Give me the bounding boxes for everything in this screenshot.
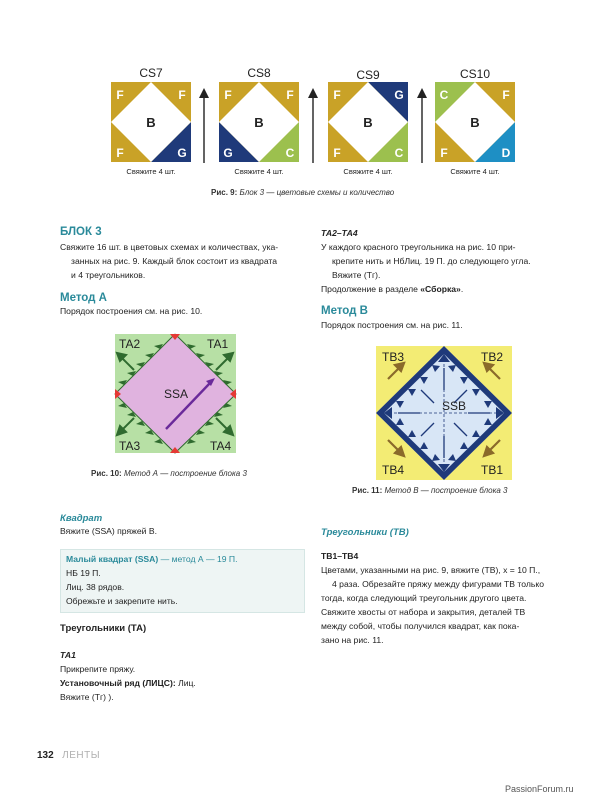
text-line: тогда, когда следующий треугольник другого цвета. bbox=[321, 593, 527, 603]
label-br: G bbox=[177, 146, 187, 160]
text-line: крепите нить и НбЛиц. 19 П. до следующего угла. bbox=[332, 256, 531, 266]
ta24-heading: ТА2–ТА4 bbox=[321, 228, 358, 238]
ta1-line-2 bbox=[60, 676, 305, 690]
block-cs8-diagram bbox=[219, 82, 299, 162]
block-title-cs10: CS10 bbox=[459, 67, 491, 81]
text-line: 4 раза. Обрезайте пряжу между фигурами ТВ только bbox=[332, 579, 544, 589]
ta1-setup-rest: Лиц. bbox=[175, 678, 196, 688]
continue-link: «Сборка» bbox=[420, 284, 461, 294]
caption-text: Блок 3 — цветовые схемы и количество bbox=[239, 188, 395, 197]
caption-label: Рис. 11: bbox=[352, 486, 383, 495]
block-cs10-diagram bbox=[435, 82, 515, 162]
label-bl: F bbox=[440, 146, 448, 160]
label-tr: G bbox=[394, 88, 404, 102]
continue-pre: Продолжение в разделе bbox=[321, 284, 421, 294]
figure-9-caption bbox=[211, 188, 394, 197]
label-ta4: TA4 bbox=[210, 439, 232, 453]
up-arrow-icon bbox=[415, 88, 429, 164]
text-line: и 4 треугольников. bbox=[71, 270, 146, 280]
box-title-main: Малый квадрат (SSA) bbox=[66, 554, 159, 564]
ta1-setup-label: Установочный ряд (ЛИЦС): bbox=[60, 678, 176, 688]
kvadrat-text: Вяжите (SSA) пряжей В. bbox=[60, 526, 157, 536]
label-tr: F bbox=[178, 88, 186, 102]
ta1-heading: ТА1 bbox=[60, 650, 76, 660]
caption-label: Рис. 10: bbox=[91, 469, 122, 478]
ta1-line-3: Вяжите (Тг) ). bbox=[60, 692, 114, 702]
label-center: B bbox=[254, 115, 264, 130]
triangles-tb-section bbox=[321, 526, 576, 647]
block-title-cs8: CS8 bbox=[247, 66, 271, 80]
right-column bbox=[321, 226, 571, 332]
caption-label: Рис. 9: bbox=[211, 188, 238, 197]
watermark: PassionForum.ru bbox=[505, 784, 574, 794]
label-tr: F bbox=[502, 88, 510, 102]
block-title-cs7: CS7 bbox=[139, 66, 163, 80]
text-line: Свяжите 16 шт. в цветовых схемах и количествах, ука- bbox=[60, 242, 279, 252]
block-note-cs9: Свяжите 4 шт. bbox=[343, 167, 393, 176]
kvadrat-heading: Квадрат bbox=[60, 513, 103, 524]
label-tl: F bbox=[116, 88, 124, 102]
label-br: C bbox=[394, 146, 404, 160]
label-tr: F bbox=[286, 88, 294, 102]
label-bl: F bbox=[333, 146, 341, 160]
label-bl: F bbox=[116, 146, 124, 160]
label-ta3: TA3 bbox=[119, 439, 141, 453]
block3-text bbox=[60, 240, 300, 282]
label-br: D bbox=[501, 146, 511, 160]
label-center: B bbox=[363, 115, 373, 130]
continue-post: . bbox=[460, 284, 464, 294]
triangles-ta-section bbox=[60, 622, 305, 704]
method-a-text: Порядок построения см. на рис. 10. bbox=[60, 306, 203, 316]
caption-text: Метод А — построение блока 3 bbox=[123, 469, 247, 478]
tb14-heading: ТВ1–ТВ4 bbox=[321, 551, 359, 561]
box-line-3: Обрежьте и закрепите нить. bbox=[66, 596, 178, 606]
label-tl: F bbox=[224, 88, 232, 102]
block-note-cs8: Свяжите 4 шт. bbox=[234, 167, 284, 176]
left-column bbox=[60, 226, 300, 318]
up-arrow-icon bbox=[306, 88, 320, 164]
box-line-2: Лиц. 38 рядов. bbox=[66, 582, 125, 592]
block-note-cs7: Свяжите 4 шт. bbox=[126, 167, 176, 176]
label-ssb: SSB bbox=[441, 399, 467, 413]
text-line: Свяжите хвосты от набора и закрытия, деталей ТВ bbox=[321, 607, 526, 617]
text-line: между собой, чтобы получился квадрат, как пока- bbox=[321, 621, 520, 631]
box-line-1: НБ 19 П. bbox=[66, 568, 101, 578]
label-tl: C bbox=[439, 88, 449, 102]
label-br: C bbox=[285, 146, 295, 160]
up-arrow-icon bbox=[197, 88, 211, 164]
method-a-heading: Метод А bbox=[60, 292, 107, 304]
triangles-ta-heading: Треугольники (ТА) bbox=[60, 623, 147, 634]
label-tb2: TB2 bbox=[481, 350, 504, 364]
text-line: Цветами, указанными на рис. 9, вяжите (ТВ), x = 10 П., bbox=[321, 565, 541, 575]
text-line: У каждого красного треугольника на рис. 10 при- bbox=[321, 242, 516, 252]
block-cs7-diagram bbox=[111, 82, 191, 162]
ta1-line-1: Прикрепите пряжу. bbox=[60, 664, 136, 674]
label-ta2: TA2 bbox=[119, 337, 141, 351]
figure-10-diagram bbox=[104, 328, 246, 460]
label-bl: G bbox=[223, 146, 233, 160]
block-note-cs10: Свяжите 4 шт. bbox=[450, 167, 500, 176]
box-title-rest: — метод А — 19 П. bbox=[158, 554, 238, 564]
page-footer bbox=[37, 745, 100, 763]
block-cs9-diagram bbox=[328, 82, 408, 162]
caption-text: Метод В — построение блока 3 bbox=[384, 486, 508, 495]
method-b-text: Порядок построения см. на рис. 11. bbox=[321, 320, 463, 330]
label-tb4: TB4 bbox=[382, 463, 405, 477]
label-tb1: TB1 bbox=[481, 463, 504, 477]
left-column-lower bbox=[60, 513, 305, 538]
label-center: B bbox=[470, 115, 480, 130]
text-line bbox=[321, 282, 571, 296]
page-number: 132 bbox=[37, 750, 54, 761]
figure-11-caption bbox=[352, 486, 507, 495]
label-center: B bbox=[146, 115, 156, 130]
box-title bbox=[66, 552, 304, 566]
label-tb3: TB3 bbox=[382, 350, 405, 364]
section-heading-block3: БЛОК 3 bbox=[60, 226, 102, 238]
label-ssa: SSA bbox=[163, 387, 189, 401]
figure-10-caption bbox=[91, 469, 247, 478]
info-box bbox=[60, 549, 305, 613]
text-line: Вяжите (Тг). bbox=[332, 270, 381, 280]
label-tl: F bbox=[333, 88, 341, 102]
method-b-heading: Метод В bbox=[321, 305, 368, 317]
figure-11-diagram bbox=[376, 346, 512, 480]
block-title-cs9: CS9 bbox=[356, 68, 380, 82]
label-ta1: TA1 bbox=[207, 337, 229, 351]
text-line: занных на рис. 9. Каждый блок состоит из квадрата bbox=[71, 256, 278, 266]
text-line: зано на рис. 11. bbox=[321, 635, 384, 645]
section-name: ЛЕНТЫ bbox=[62, 750, 101, 761]
triangles-tb-heading: Треугольники (ТВ) bbox=[321, 527, 409, 538]
